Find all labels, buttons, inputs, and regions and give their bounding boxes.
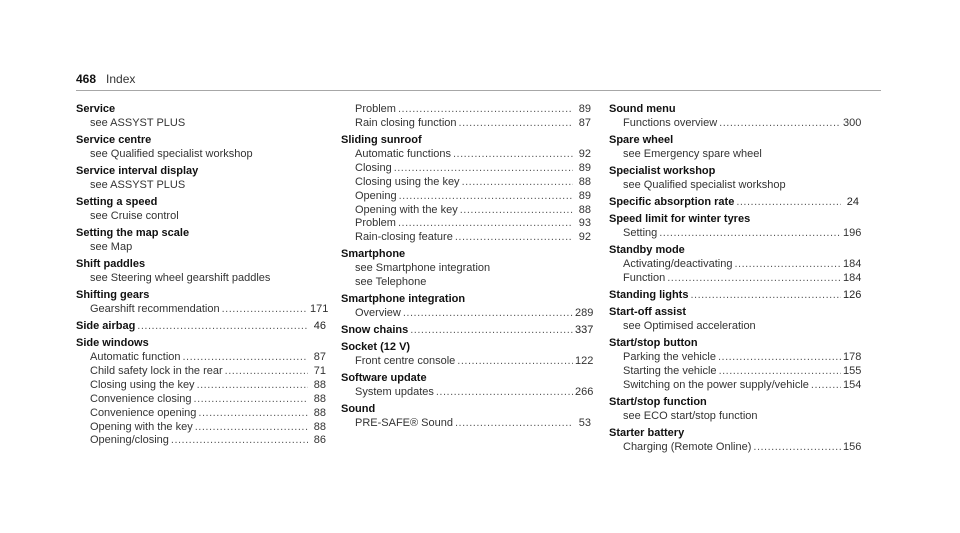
index-subentry-text: Convenience closing: [90, 392, 192, 405]
index-subentry: [341, 276, 591, 290]
index-entry: [341, 248, 591, 290]
index-entry-title-row: [76, 165, 326, 179]
index-entry-title-row: [341, 403, 591, 417]
page-reference[interactable]: 156: [843, 440, 862, 453]
index-subentry[interactable]: [341, 162, 591, 176]
dot-leader: [734, 258, 841, 272]
index-subentry: [341, 262, 591, 276]
index-entry-title: Specific absorption rate: [609, 196, 735, 208]
page-reference[interactable]: 88: [313, 420, 326, 433]
dot-leader: [399, 190, 573, 204]
index-subentry: [76, 241, 326, 255]
index-entry-title-row: [609, 396, 859, 410]
index-subentry[interactable]: [609, 271, 862, 286]
dot-leader: [753, 441, 841, 455]
page-reference[interactable]: 184: [843, 271, 862, 284]
dot-leader: [455, 417, 573, 431]
index-subentry-text: Charging (Remote Online): [623, 440, 752, 453]
index-entry-title-row: [609, 337, 859, 351]
page-reference[interactable]: 122: [575, 355, 594, 368]
index-subentry-text: Rain closing function: [355, 116, 457, 129]
index-entry-title: Socket (12 V): [341, 341, 411, 354]
index-entry-title: Speed limit for winter tyres: [609, 213, 751, 226]
index-subentry-text: Automatic functions: [355, 147, 451, 160]
dot-leader: [690, 289, 841, 303]
index-subentry-text: Problem: [355, 217, 396, 230]
index-entry-title-row: [609, 427, 859, 441]
dot-leader: [736, 196, 841, 210]
index-entry: [341, 324, 594, 338]
index-entry: [609, 196, 859, 210]
dot-leader: [455, 231, 573, 245]
index-entry-title: Shift paddles: [76, 258, 146, 270]
index-subentry-text: Gearshift recommendation: [90, 302, 220, 315]
index-subentry[interactable]: [609, 116, 862, 131]
dot-leader: [198, 407, 308, 421]
index-subentry[interactable]: [609, 440, 862, 455]
page-reference[interactable]: 88: [313, 392, 326, 405]
page-reference[interactable]: 155: [843, 364, 862, 377]
index-entry-title-row: [76, 258, 326, 272]
dot-leader: [453, 148, 573, 162]
index-entry: [609, 306, 859, 334]
index-entry-title-row: [76, 134, 326, 148]
index-entry-title: Start-off assist: [609, 306, 687, 319]
index-subentry[interactable]: [341, 176, 591, 190]
index-subentry: [76, 148, 326, 162]
page-reference[interactable]: 53: [578, 417, 591, 430]
index-subentry[interactable]: [341, 103, 591, 117]
section-title: Index: [106, 72, 136, 86]
index-subentry-text: Activating/deactivating: [623, 258, 733, 270]
page-reference[interactable]: 89: [578, 103, 591, 115]
index-entry: [341, 403, 591, 431]
page-reference[interactable]: 86: [313, 434, 326, 447]
index-subentry-text: Opening: [355, 189, 397, 202]
index-entry: [76, 258, 326, 286]
index-entry-title: Snow chains: [341, 324, 409, 337]
index-subentry-text: Overview: [355, 307, 401, 320]
index-subentry[interactable]: [76, 365, 326, 379]
index-entry: [76, 337, 326, 448]
page-reference[interactable]: 89: [578, 189, 591, 202]
index-entry-title: Software update: [341, 372, 427, 385]
dot-leader: [436, 386, 573, 400]
index-subentry-text: Opening with the key: [90, 420, 193, 433]
dot-leader: [403, 307, 573, 321]
index-entry-title-row: [341, 134, 591, 148]
page-reference[interactable]: 300: [843, 116, 862, 129]
index-subentry[interactable]: [341, 307, 594, 321]
page-reference[interactable]: 89: [578, 161, 591, 174]
index-subentry[interactable]: [341, 386, 594, 400]
index-entry: [609, 337, 862, 393]
index-entry: [609, 244, 862, 286]
index-subentry-text: see Optimised acceleration: [623, 320, 756, 332]
index-entry: [341, 134, 591, 245]
dot-leader: [459, 117, 573, 131]
dot-leader: [137, 320, 308, 334]
index-subentry[interactable]: [609, 258, 862, 272]
index-subentry-text: Parking the vehicle: [623, 351, 716, 363]
index-subentry-text: Convenience opening: [90, 406, 197, 419]
index-subentry: [609, 320, 859, 334]
index-entry-title: Service: [76, 103, 116, 115]
index-entry-title: Standby mode: [609, 244, 685, 257]
index-entry-title-row: [76, 337, 326, 351]
page-reference[interactable]: 289: [575, 307, 594, 320]
index-subentry: [76, 117, 326, 131]
page-header: [76, 72, 135, 86]
index-subentry-text: see Smartphone integration: [355, 262, 491, 275]
page-reference[interactable]: 88: [313, 378, 326, 391]
index-subentry-text: Front centre console: [355, 355, 456, 368]
dot-leader: [410, 324, 573, 338]
index-subentry-text: Problem: [355, 103, 396, 115]
index-entry-title: Smartphone: [341, 248, 406, 261]
index-entry-title-row: [341, 248, 591, 262]
index-subentry: [76, 210, 326, 224]
index-subentry-text: see Emergency spare wheel: [623, 147, 762, 160]
index-entry-title: Side airbag: [76, 320, 136, 332]
dot-leader: [811, 379, 841, 393]
index-entry-title-row: [76, 227, 326, 241]
page-reference[interactable]: 88: [313, 406, 326, 419]
index-entry: [341, 372, 594, 400]
index-entry-title-row: [609, 134, 859, 148]
index-subentry: [609, 410, 859, 424]
index-entry: [76, 134, 326, 162]
index-subentry-text: see Map: [90, 240, 133, 253]
index-subentry-text: Starting the vehicle: [623, 364, 717, 377]
index-subentry[interactable]: [609, 227, 862, 241]
page-reference[interactable]: 46: [313, 320, 326, 332]
index-subentry[interactable]: [76, 302, 329, 317]
page-reference[interactable]: 337: [575, 324, 594, 337]
index-subentry[interactable]: [341, 117, 591, 131]
index-entry-title-row: [341, 341, 591, 355]
index-entry-title: Sliding sunroof: [341, 134, 422, 146]
dot-leader: [194, 393, 308, 407]
index-entry-title: Standing lights: [609, 289, 689, 301]
dot-leader: [719, 365, 841, 379]
index-column-1: [76, 103, 329, 452]
index-subentry[interactable]: [341, 231, 591, 245]
dot-leader: [398, 103, 573, 117]
index-subentry[interactable]: [76, 407, 326, 421]
index-subentry-text: see ASSYST PLUS: [90, 178, 186, 191]
page-reference[interactable]: 88: [578, 175, 591, 188]
index-column-3: [609, 103, 862, 458]
index-entry-title-row: [609, 244, 859, 258]
index-subentry[interactable]: [341, 217, 591, 231]
dot-leader: [394, 162, 573, 176]
page-reference[interactable]: 178: [843, 351, 862, 363]
page-reference[interactable]: 92: [578, 147, 591, 160]
dot-leader: [719, 117, 841, 131]
index-subentry-text: see ECO start/stop function: [623, 409, 758, 422]
index-entry-title: Sound: [341, 403, 376, 416]
page-number: 468: [76, 72, 97, 86]
index-subentry[interactable]: [341, 204, 591, 218]
index-entry: [76, 227, 326, 255]
page-reference[interactable]: 92: [578, 231, 591, 244]
header-divider: [76, 90, 881, 91]
page-reference[interactable]: 126: [843, 289, 862, 301]
index-subentry-text: see Telephone: [355, 276, 427, 289]
index-subentry-text: see Cruise control: [90, 209, 179, 222]
index-entry-title-row: [609, 196, 859, 210]
index-entry-title: Sound menu: [609, 103, 676, 115]
dot-leader: [398, 217, 573, 231]
index-subentry[interactable]: [609, 351, 862, 365]
index-entry-title: Starter battery: [609, 426, 685, 439]
index-subentry[interactable]: [76, 351, 326, 365]
index-subentry[interactable]: [609, 364, 862, 379]
dot-leader: [183, 351, 309, 365]
index-subentry: [609, 148, 859, 162]
index-entry-title: Spare wheel: [609, 134, 674, 146]
index-subentry[interactable]: [76, 421, 326, 435]
index-entry: [609, 396, 859, 424]
index-entry-title-row: [609, 306, 859, 320]
index-subentry-text: see ASSYST PLUS: [90, 116, 186, 129]
index-entry-title-row: [76, 103, 326, 117]
index-entry: [76, 289, 329, 317]
index-subentry: [609, 179, 859, 193]
index-entry-title-row: [76, 289, 326, 303]
page-reference[interactable]: 71: [313, 364, 326, 377]
index-entry-title-row: [609, 103, 859, 117]
index-column-2: [341, 103, 594, 434]
index-subentry-text: Closing using the key: [355, 175, 460, 188]
index-entry-title: Smartphone integration: [341, 293, 466, 306]
index-entry-title: Specialist workshop: [609, 165, 716, 177]
index-subentry[interactable]: [341, 148, 591, 162]
index-entry: [341, 103, 591, 131]
index-subentry: [76, 272, 326, 286]
page-reference[interactable]: 87: [578, 116, 591, 129]
index-entry-title-row: [609, 165, 859, 179]
index-entry: [609, 426, 862, 455]
page-reference[interactable]: 184: [843, 258, 862, 270]
index-entry: [609, 103, 862, 131]
index-entry-title-row: [76, 320, 326, 334]
page-reference[interactable]: 24: [846, 196, 859, 208]
index-entry-title: Start/stop function: [609, 395, 707, 408]
index-subentry-text: Functions overview: [623, 116, 718, 129]
dot-leader: [225, 365, 308, 379]
index-entry-title: Setting a speed: [76, 196, 158, 208]
index-entry-title: Side windows: [76, 337, 149, 350]
index-entry-title-row: [76, 196, 326, 210]
index-subentry-text: System updates: [355, 386, 434, 399]
index-entry: [341, 293, 594, 321]
index-entry-title: Setting the map scale: [76, 227, 190, 239]
index-entry-title: Shifting gears: [76, 289, 150, 301]
index-subentry-text: Opening with the key: [355, 203, 458, 216]
index-subentry-text: Switching on the power supply/vehicle: [623, 378, 809, 391]
index-entry: [76, 196, 326, 224]
index-subentry[interactable]: [609, 378, 862, 393]
page-reference[interactable]: 171: [310, 302, 329, 315]
index-subentry-text: PRE-SAFE® Sound: [355, 417, 453, 430]
index-subentry-text: Closing: [355, 161, 392, 174]
index-subentry-text: Opening/closing: [90, 434, 169, 447]
dot-leader: [222, 303, 308, 317]
index-subentry-text: see Steering wheel gearshift paddles: [90, 271, 271, 284]
index-entry-title-row: [609, 289, 862, 303]
index-entry: [609, 289, 862, 303]
index-entry: [609, 134, 859, 162]
page-reference[interactable]: 87: [313, 351, 326, 363]
index-subentry[interactable]: [341, 355, 594, 369]
dot-leader: [457, 355, 573, 369]
index-entry-title: Service interval display: [76, 165, 199, 177]
index-subentry-text: Child safety lock in the rear: [90, 364, 223, 377]
index-entry: [609, 213, 862, 241]
index-subentry-text: Function: [623, 271, 666, 284]
index-subentry[interactable]: [341, 190, 591, 204]
index-subentry-text: Automatic function: [90, 351, 181, 363]
dot-leader: [659, 227, 841, 241]
index-subentry-text: see Qualified specialist workshop: [623, 178, 786, 191]
index-subentry[interactable]: [341, 417, 591, 431]
page-reference[interactable]: 266: [575, 386, 594, 399]
index-subentry[interactable]: [76, 393, 326, 407]
dot-leader: [462, 176, 573, 190]
dot-leader: [667, 272, 841, 286]
index-entry: [609, 165, 859, 193]
index-subentry-text: Closing using the key: [90, 378, 195, 391]
index-entry-title: Service centre: [76, 134, 152, 146]
index-entry: [76, 103, 326, 131]
index-entry-title: Start/stop button: [609, 337, 698, 350]
index-entry-title-row: [341, 324, 594, 338]
index-subentry-text: Setting: [623, 227, 658, 239]
index-subentry[interactable]: [76, 379, 326, 393]
index-entry-title-row: [341, 293, 591, 307]
index-subentry-text: Rain-closing feature: [355, 231, 453, 244]
dot-leader: [197, 379, 308, 393]
dot-leader: [195, 421, 308, 435]
page-reference[interactable]: 196: [843, 227, 862, 239]
dot-leader: [171, 434, 308, 448]
index-entry: [76, 165, 326, 193]
index-entry: [341, 341, 594, 369]
index-entry-title-row: [609, 213, 859, 227]
dot-leader: [718, 351, 841, 365]
index-subentry[interactable]: [76, 434, 326, 448]
page-reference[interactable]: 93: [578, 217, 591, 230]
dot-leader: [460, 204, 573, 218]
page-reference[interactable]: 154: [843, 378, 862, 391]
page-reference[interactable]: 88: [578, 203, 591, 216]
index-entry-title-row: [341, 372, 591, 386]
index-subentry: [76, 179, 326, 193]
index-subentry-text: see Qualified specialist workshop: [90, 147, 253, 160]
index-entry: [76, 320, 326, 334]
